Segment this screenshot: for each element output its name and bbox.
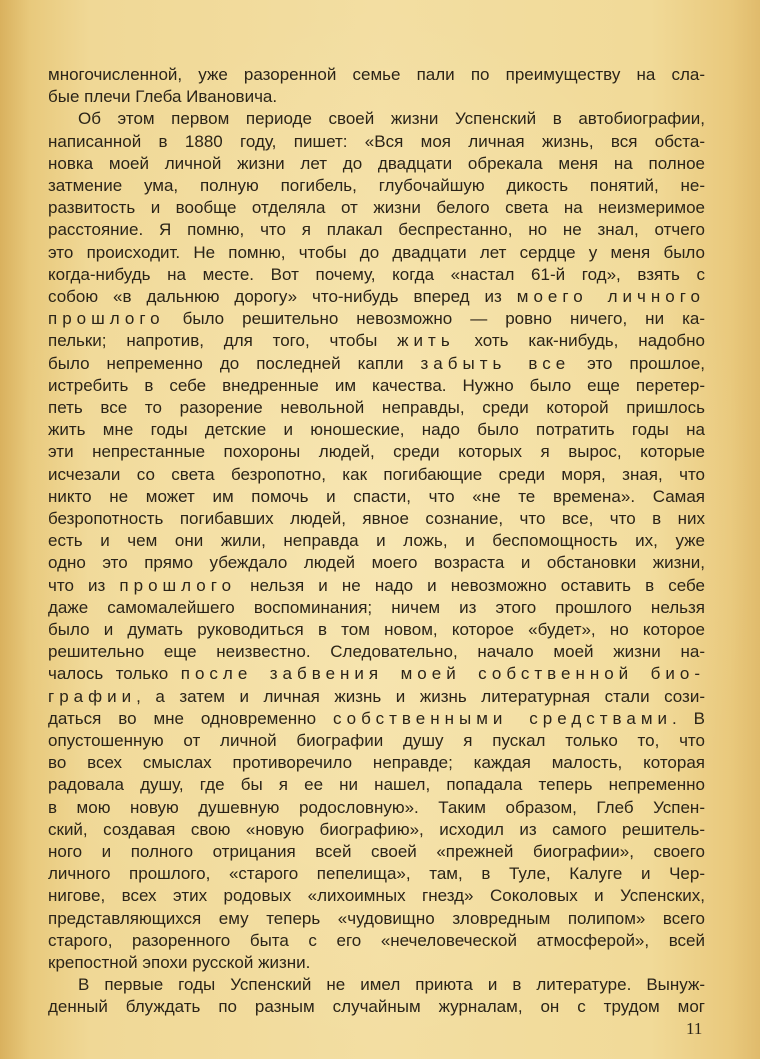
text-line — [48, 441, 705, 463]
emphasized-text: прошлого — [119, 575, 237, 595]
text-line — [48, 619, 705, 641]
text-segment: ного и полного отрицания всей своей «прежней биографии», своего — [48, 842, 705, 861]
text-segment: новка моей личной жизни лет до двадцати обрекала меня на полное — [48, 153, 705, 173]
text-segment: эти непрестанные похороны людей, среди которых я вырос, которые — [48, 442, 705, 462]
emphasized-text: жить — [397, 331, 455, 351]
text-line — [48, 885, 705, 907]
text-segment: хоть как-нибудь, надобно — [454, 331, 705, 351]
emphasized-text: моего личного — [516, 287, 705, 306]
text-segment: развитость и вообще отделяла от жизни белого света на неизмеримое — [48, 198, 705, 218]
text-line — [48, 841, 705, 863]
text-segment: расстояние. Я помню, что я плакал беспрестанно, но не знал, отчего — [48, 220, 705, 240]
page-number: 11 — [686, 1019, 703, 1038]
text-line — [48, 131, 705, 153]
text-segment: никто не может им помочь и спасти, что «не те времена». Самая — [48, 486, 705, 506]
text-line — [48, 219, 705, 241]
text-segment: когда-нибудь на месте. Вот почему, когда «настал 61-й год», взять с — [48, 264, 705, 284]
text-line — [48, 375, 705, 397]
text-line — [48, 908, 705, 930]
text-line — [48, 774, 705, 796]
text-segment: было непременно до последней капли — [48, 353, 421, 373]
text-line — [48, 686, 705, 708]
text-line — [78, 108, 705, 130]
text-line — [48, 597, 705, 619]
text-segment: нельзя и не надо и невозможно оставить в себе — [236, 575, 705, 595]
text-line — [48, 752, 705, 774]
text-line — [48, 641, 705, 663]
text-line — [48, 286, 705, 308]
text-segment: одно это прямо убеждало людей моего возраста и обстановки жизни, — [48, 553, 705, 573]
text-line — [48, 330, 705, 352]
text-segment: крепостной эпохи русской жизни. — [48, 953, 311, 972]
text-segment: петь все то разорение невольной неправды, среди которой пришлось — [48, 398, 705, 417]
text-line — [48, 952, 705, 974]
text-segment: представляющихся ему теперь «чудовищно зловредным полипом» всего — [48, 908, 705, 928]
text-segment: В первые годы Успенский не имел приюта и в литературе. Вынуж- — [78, 975, 705, 995]
text-segment: радовала душу, где бы я ее ни нашел, попадала теперь непременно — [48, 775, 705, 795]
text-segment: денный блуждать по разным случайным журналам, он с трудом мог — [48, 997, 705, 1017]
text-segment: , а затем и личная жизнь и жизнь литературная стали сози- — [136, 686, 705, 706]
text-line — [48, 708, 705, 730]
text-line — [48, 464, 705, 486]
text-segment: безропотность погибавших людей, явное сознание, что все, что в них — [48, 509, 705, 528]
text-line — [48, 419, 705, 441]
text-line — [48, 175, 705, 197]
text-line — [78, 974, 705, 996]
text-segment: исчезали со света безропотно, как погибающие среди моря, зная, что — [48, 464, 705, 484]
text-segment: старого, разоренного быта с его «нечеловеческой атмосферой», всей — [48, 930, 705, 950]
text-line — [48, 153, 705, 175]
text-segment: пельки; напротив, для того, чтобы — [48, 331, 398, 351]
text-line — [48, 486, 705, 508]
text-line — [48, 242, 705, 264]
text-segment: ский, создавая свою «новую биографию», исходил из самого решитель- — [48, 819, 705, 839]
emphasized-text: прошлого — [48, 309, 165, 329]
text-segment: что из — [48, 575, 120, 595]
text-segment: даться во мне одновременно — [48, 708, 333, 728]
text-segment: было и думать руководиться в том новом, которое «будет», но которое — [48, 620, 705, 639]
text-line — [48, 308, 705, 330]
text-segment: истребить в себе внедренные им качества. Нужно было еще перетер- — [48, 375, 705, 395]
emphasized-text: графии — [48, 686, 137, 706]
text-segment: даже самомалейшего воспоминания; ничем из этого прошлого нельзя — [48, 597, 705, 617]
text-line — [48, 64, 705, 86]
text-segment: многочисленной, уже разоренной семье пали по преимуществу на сла- — [48, 65, 705, 84]
emphasized-text: собственными средствами — [332, 708, 673, 728]
text-segment: собою «в дальнюю дорогу» что-нибудь вперед из — [48, 287, 517, 306]
text-segment: жить мне годы детские и юношеские, надо было потратить годы на — [48, 420, 705, 440]
text-segment: написанной в 1880 году, пишет: «Вся моя личная жизнь, вся обста- — [48, 131, 705, 151]
text-segment: . В — [672, 708, 705, 728]
text-line — [48, 863, 705, 885]
text-segment: в мою новую душевную родословную». Таким образом, Глеб Успен- — [48, 797, 705, 817]
text-segment: это прошлое, — [570, 353, 705, 373]
text-line — [48, 264, 705, 286]
text-segment: бые плечи Глеба Ивановича. — [48, 87, 278, 107]
text-line — [48, 552, 705, 574]
text-line — [48, 663, 705, 685]
text-line — [48, 819, 705, 841]
text-line — [48, 730, 705, 752]
text-line — [48, 930, 705, 952]
text-segment: опустошенную от личной биографии душу я пускал только то, что — [48, 731, 705, 750]
text-segment: было решительно невозможно — ровно ничего, ни ка- — [164, 309, 705, 329]
text-line — [48, 575, 705, 597]
text-segment: затмение ума, полную погибель, глубочайшую дикость понятий, не- — [48, 176, 705, 195]
text-segment: Об этом первом периоде своей жизни Успенский в автобиографии, — [78, 109, 705, 129]
text-line — [48, 197, 705, 219]
text-segment: это происходит. Не помню, чтобы до двадцати лет сердце у меня было — [48, 242, 705, 262]
text-line — [48, 530, 705, 552]
text-line — [48, 797, 705, 819]
text-segment: нигове, всех этих родовых «лихоимных гнезд» Соколовых и Успенских, — [48, 886, 705, 906]
text-segment: чалось только — [48, 664, 181, 684]
text-segment: личного прошлого, «старого пепелища», там, в Туле, Калуге и Чер- — [48, 864, 705, 884]
text-line — [48, 508, 705, 530]
text-line — [48, 996, 705, 1018]
text-line — [48, 353, 705, 375]
emphasized-text: после забвения моей собственной био- — [180, 664, 705, 684]
text-segment: решительно еще неизвестно. Следовательно, начало моей жизни на- — [48, 642, 705, 662]
text-segment: во всех смыслах противоречило неправде; каждая малость, которая — [48, 753, 705, 773]
text-line — [48, 86, 705, 108]
text-line — [48, 397, 705, 419]
text-segment: есть и чем они жили, неправда и ложь, и беспомощность их, уже — [48, 531, 705, 551]
emphasized-text: забыть все — [420, 353, 571, 373]
